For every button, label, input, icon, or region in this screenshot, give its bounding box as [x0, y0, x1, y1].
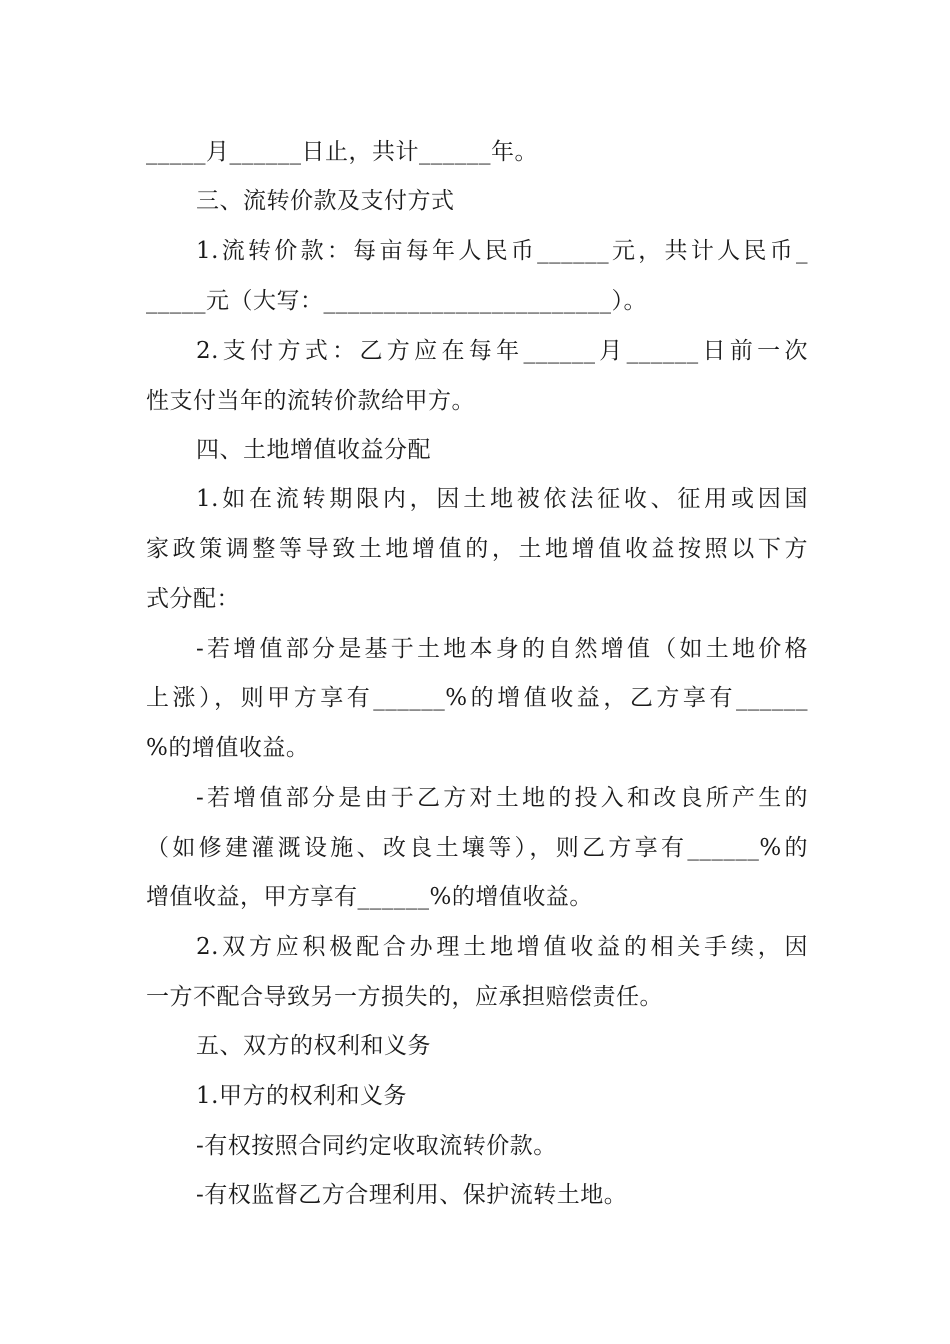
text-line-5: 2.支付方式：乙方应在每年______月______日前一次: [196, 338, 808, 364]
text-line-18: 一方不配合导致另一方损失的，应承担赔偿责任。: [146, 984, 663, 1010]
text-line-17: 2.双方应积极配合办理土地增值收益的相关手续，因: [196, 934, 808, 960]
section-heading-3: 三、流转价款及支付方式: [196, 188, 455, 214]
text-line-10: 式分配：: [146, 586, 240, 612]
text-line-22: -有权监督乙方合理利用、保护流转土地。: [196, 1182, 628, 1208]
text-line-14: -若增值部分是由于乙方对土地的投入和改良所产生的: [196, 785, 808, 811]
text-line-15: （如修建灌溉设施、改良土壤等），则乙方享有______%的: [146, 835, 808, 861]
text-line-11: -若增值部分是基于土地本身的自然增值（如土地价格: [196, 636, 808, 662]
text-line-1: _____月______日止，共计______年。: [146, 139, 538, 165]
text-line-20: 1.甲方的权利和义务: [196, 1083, 407, 1109]
text-line-8: 1.如在流转期限内，因土地被依法征收、征用或因国: [196, 486, 808, 512]
text-line-9: 家政策调整等导致土地增值的，土地增值收益按照以下方: [146, 536, 808, 562]
text-line-16: 增值收益，甲方享有______%的增值收益。: [146, 884, 593, 910]
text-line-4: _____元（大写：________________________）。: [146, 288, 647, 314]
section-heading-4: 四、土地增值收益分配: [196, 437, 431, 463]
text-line-12: 上涨），则甲方享有______%的增值收益，乙方享有______: [146, 685, 808, 711]
text-line-6: 性支付当年的流转价款给甲方。: [146, 388, 475, 414]
text-line-13: %的增值收益。: [146, 735, 310, 761]
text-line-21: -有权按照合同约定收取流转价款。: [196, 1133, 557, 1159]
section-heading-5: 五、双方的权利和义务: [196, 1033, 431, 1059]
text-line-3: 1.流转价款：每亩每年人民币______元，共计人民币_: [196, 238, 808, 264]
